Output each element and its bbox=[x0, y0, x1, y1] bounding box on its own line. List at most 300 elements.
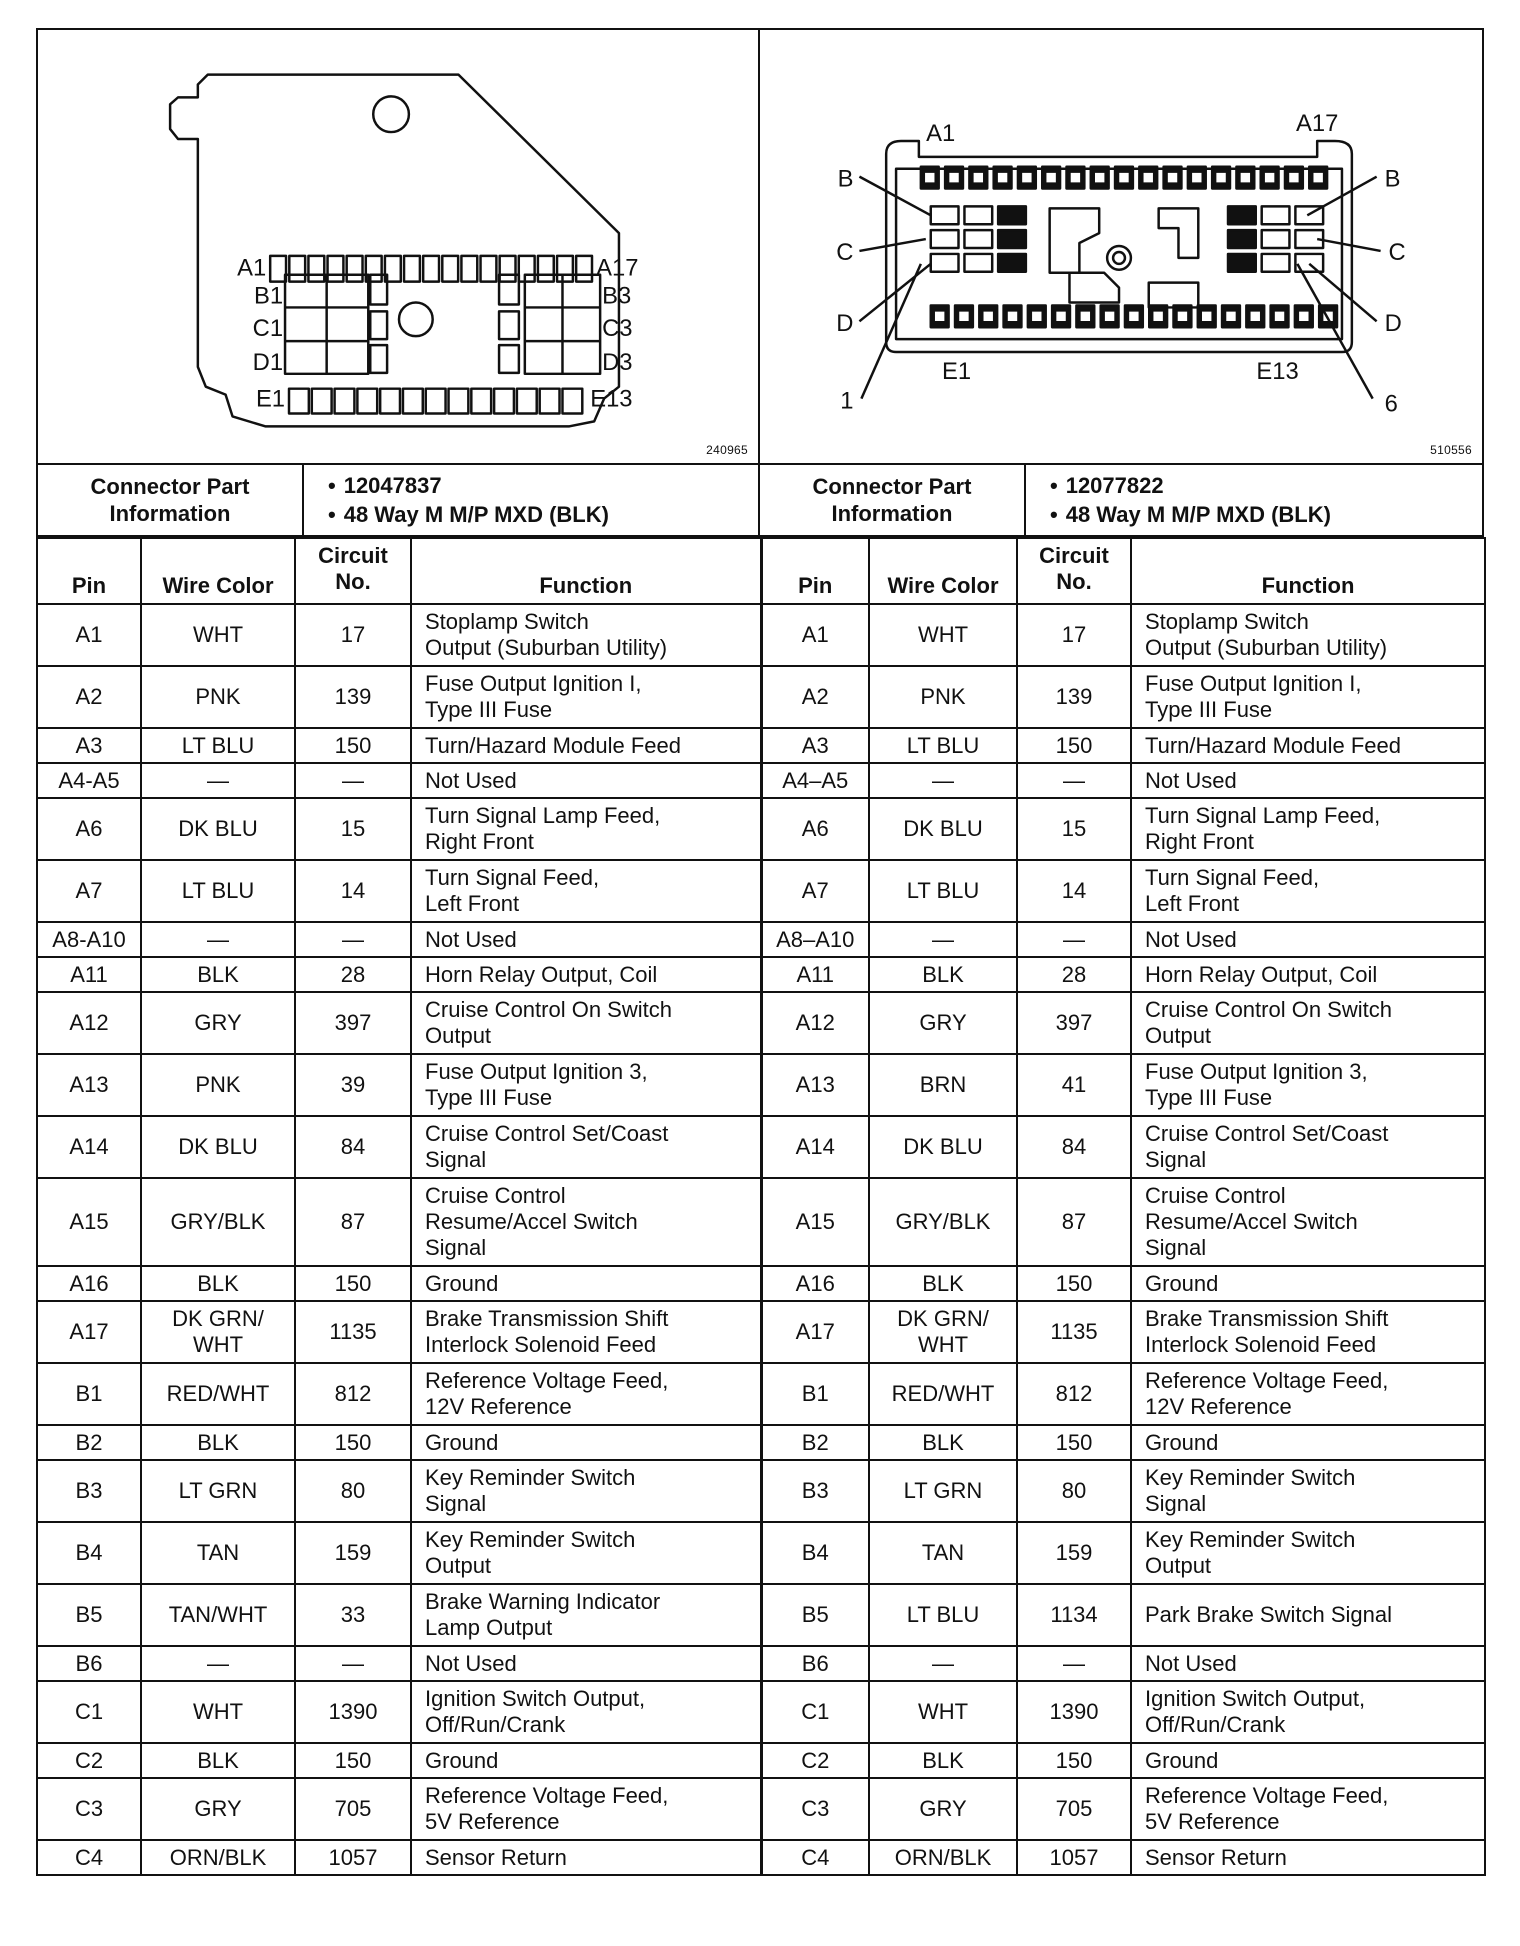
function-line: Output bbox=[425, 1023, 492, 1048]
function-cell bbox=[1131, 798, 1485, 860]
table-row bbox=[37, 922, 1485, 957]
header-pin: Pin bbox=[37, 538, 141, 604]
circuit-cell: 150 bbox=[295, 1266, 411, 1301]
function-line: Ground bbox=[425, 1270, 499, 1296]
circuit-cell: 139 bbox=[1017, 666, 1131, 728]
pin-cell: C1 bbox=[761, 1681, 869, 1743]
table-row bbox=[37, 992, 1485, 1054]
function-line: Cruise Control On Switch bbox=[1145, 997, 1392, 1022]
pin-label-b1: B1 bbox=[253, 282, 284, 310]
function-cell bbox=[1131, 604, 1485, 666]
function-line: Reference Voltage Feed, bbox=[1145, 1368, 1389, 1393]
pin-callout-6: 6 bbox=[1384, 390, 1398, 418]
function-cell bbox=[411, 1681, 761, 1743]
wire-color-cell: GRY/BLK bbox=[141, 1178, 295, 1266]
function-line: Output bbox=[425, 1553, 492, 1578]
function-cell bbox=[411, 1522, 761, 1584]
table-row bbox=[37, 798, 1485, 860]
pin-cell: A14 bbox=[37, 1116, 141, 1178]
circuit-cell: 159 bbox=[295, 1522, 411, 1584]
pin-cell: B1 bbox=[37, 1363, 141, 1425]
wire-color-cell: DK GRN/ WHT bbox=[141, 1301, 295, 1363]
function-line: Key Reminder Switch bbox=[425, 1527, 636, 1552]
function-line: Output bbox=[1145, 1023, 1212, 1048]
part-description: • 48 Way M M/P MXD (BLK) bbox=[344, 500, 758, 529]
wire-color-cell: PNK bbox=[141, 666, 295, 728]
function-cell bbox=[1131, 763, 1485, 798]
function-line: Turn Signal Lamp Feed, bbox=[425, 803, 661, 828]
function-line: Off/Run/Crank bbox=[1145, 1712, 1286, 1737]
wire-color-cell: BLK bbox=[869, 1743, 1017, 1778]
wire-color-cell: GRY bbox=[141, 992, 295, 1054]
wire-color-cell: LT BLU bbox=[141, 860, 295, 922]
wire-color-cell: RED/WHT bbox=[141, 1363, 295, 1425]
pin-cell: C2 bbox=[761, 1743, 869, 1778]
pin-cell: A3 bbox=[37, 728, 141, 763]
wire-color-cell: — bbox=[141, 922, 295, 957]
circuit-cell: 17 bbox=[1017, 604, 1131, 666]
pin-cell: A13 bbox=[37, 1054, 141, 1116]
wire-color-cell: DK BLU bbox=[869, 1116, 1017, 1178]
wire-color-cell: TAN/WHT bbox=[141, 1584, 295, 1646]
table-row bbox=[37, 1646, 1485, 1681]
function-cell bbox=[1131, 1460, 1485, 1522]
pin-cell: A16 bbox=[37, 1266, 141, 1301]
circuit-cell: 159 bbox=[1017, 1522, 1131, 1584]
function-line: Ground bbox=[425, 1429, 499, 1455]
function-line: Stoplamp Switch bbox=[425, 609, 589, 634]
function-line: 5V Reference bbox=[1145, 1809, 1280, 1834]
function-cell bbox=[411, 1301, 761, 1363]
function-line: Ground bbox=[1145, 1747, 1219, 1773]
wire-color-cell: WHT bbox=[869, 1681, 1017, 1743]
wire-color-cell: ORN/BLK bbox=[869, 1840, 1017, 1875]
wire-color-cell: BLK bbox=[141, 1425, 295, 1460]
header-function: Function bbox=[411, 538, 761, 604]
wire-color-cell: BLK bbox=[141, 1266, 295, 1301]
function-line: Horn Relay Output, Coil bbox=[1145, 961, 1378, 987]
wire-color-cell: LT GRN bbox=[869, 1460, 1017, 1522]
function-cell bbox=[1131, 1363, 1485, 1425]
table-row bbox=[37, 1778, 1485, 1840]
pin-cell: A17 bbox=[37, 1301, 141, 1363]
function-cell bbox=[1131, 860, 1485, 922]
connector-info-label: Connector Part Information bbox=[38, 465, 304, 535]
pin-label-c3: C3 bbox=[602, 315, 633, 343]
function-line: Reference Voltage Feed, bbox=[1145, 1783, 1389, 1808]
table-row bbox=[37, 1522, 1485, 1584]
connector-info-label: Connector Part Information bbox=[760, 465, 1026, 535]
connector-diagrams bbox=[36, 28, 1484, 465]
table-row bbox=[37, 1681, 1485, 1743]
function-line: Ignition Switch Output, bbox=[425, 1686, 646, 1711]
function-cell bbox=[411, 728, 761, 763]
wire-color-cell: BLK bbox=[869, 1425, 1017, 1460]
pin-cell: A15 bbox=[761, 1178, 869, 1266]
header-pin: Pin bbox=[761, 538, 869, 604]
circuit-cell: 84 bbox=[1017, 1116, 1131, 1178]
function-cell bbox=[411, 1363, 761, 1425]
table-header-row bbox=[37, 538, 1485, 604]
function-line: Not Used bbox=[425, 767, 517, 793]
table-row bbox=[37, 728, 1485, 763]
pin-cell: B1 bbox=[761, 1363, 869, 1425]
table-row bbox=[37, 1116, 1485, 1178]
function-cell bbox=[1131, 1840, 1485, 1875]
wire-color-cell: WHT bbox=[141, 604, 295, 666]
row-label-d-right: D bbox=[1384, 310, 1402, 338]
wire-color-cell: — bbox=[869, 922, 1017, 957]
wire-color-cell: PNK bbox=[869, 666, 1017, 728]
wire-color-cell: BLK bbox=[869, 957, 1017, 992]
wire-color-cell: ORN/BLK bbox=[141, 1840, 295, 1875]
circuit-cell: 1057 bbox=[1017, 1840, 1131, 1875]
function-cell bbox=[1131, 1584, 1485, 1646]
circuit-cell: 17 bbox=[295, 604, 411, 666]
function-line: 12V Reference bbox=[425, 1394, 572, 1419]
pin-label-b3: B3 bbox=[602, 282, 632, 310]
table-row bbox=[37, 1363, 1485, 1425]
function-line: Fuse Output Ignition I, bbox=[425, 671, 642, 696]
function-line: Sensor Return bbox=[1145, 1844, 1287, 1870]
circuit-cell: 812 bbox=[295, 1363, 411, 1425]
circuit-cell: 812 bbox=[1017, 1363, 1131, 1425]
wire-color-cell: TAN bbox=[869, 1522, 1017, 1584]
pin-cell: B5 bbox=[37, 1584, 141, 1646]
pin-cell: A12 bbox=[37, 992, 141, 1054]
wire-color-cell: BLK bbox=[869, 1266, 1017, 1301]
function-line: Brake Warning Indicator bbox=[425, 1589, 661, 1614]
pin-cell: A12 bbox=[761, 992, 869, 1054]
function-line: Type III Fuse bbox=[1145, 1085, 1273, 1110]
table-row bbox=[37, 1840, 1485, 1875]
circuit-cell: 150 bbox=[1017, 1266, 1131, 1301]
function-line: Brake Transmission Shift bbox=[1145, 1306, 1389, 1331]
circuit-cell: — bbox=[295, 922, 411, 957]
pin-cell: A6 bbox=[37, 798, 141, 860]
pin-cell: A7 bbox=[761, 860, 869, 922]
function-line: Lamp Output bbox=[425, 1615, 553, 1640]
function-line: Ground bbox=[425, 1747, 499, 1773]
pin-label-a17-right: A17 bbox=[1296, 110, 1339, 138]
function-cell bbox=[411, 666, 761, 728]
wire-color-cell: RED/WHT bbox=[869, 1363, 1017, 1425]
function-cell bbox=[411, 992, 761, 1054]
pin-cell: B5 bbox=[761, 1584, 869, 1646]
function-cell bbox=[1131, 1681, 1485, 1743]
wire-color-cell: LT BLU bbox=[869, 1584, 1017, 1646]
wire-color-cell: DK BLU bbox=[869, 798, 1017, 860]
pin-cell: B6 bbox=[761, 1646, 869, 1681]
connector-info-row bbox=[36, 465, 1484, 537]
function-line: Turn/Hazard Module Feed bbox=[425, 732, 681, 758]
function-line: Type III Fuse bbox=[425, 1085, 553, 1110]
function-line: Not Used bbox=[1145, 1650, 1237, 1676]
circuit-cell: 14 bbox=[295, 860, 411, 922]
wire-color-cell: DK BLU bbox=[141, 798, 295, 860]
pin-cell: B4 bbox=[761, 1522, 869, 1584]
circuit-cell: 1135 bbox=[1017, 1301, 1131, 1363]
wire-color-cell: PNK bbox=[141, 1054, 295, 1116]
function-cell bbox=[411, 922, 761, 957]
circuit-cell: 705 bbox=[1017, 1778, 1131, 1840]
circuit-cell: 14 bbox=[1017, 860, 1131, 922]
pin-cell: B6 bbox=[37, 1646, 141, 1681]
pin-callout-1: 1 bbox=[840, 387, 854, 415]
circuit-cell: 1057 bbox=[295, 1840, 411, 1875]
pin-cell: A3 bbox=[761, 728, 869, 763]
function-line: Sensor Return bbox=[425, 1844, 567, 1870]
function-cell bbox=[411, 1116, 761, 1178]
circuit-cell: 1390 bbox=[1017, 1681, 1131, 1743]
circuit-cell: 84 bbox=[295, 1116, 411, 1178]
connector-face-right-drawing bbox=[760, 30, 1482, 463]
pin-cell: C4 bbox=[761, 1840, 869, 1875]
connector-face-left-drawing bbox=[38, 30, 758, 463]
connector-diagram-right bbox=[760, 30, 1482, 463]
pin-cell: A2 bbox=[37, 666, 141, 728]
pinout-table bbox=[36, 537, 1486, 1876]
part-number: • 12047837 bbox=[344, 471, 758, 500]
pin-cell: A17 bbox=[761, 1301, 869, 1363]
function-line: Signal bbox=[425, 1491, 487, 1516]
pin-cell: A2 bbox=[761, 666, 869, 728]
function-cell bbox=[1131, 728, 1485, 763]
pin-label-d3: D3 bbox=[602, 348, 633, 376]
circuit-cell: 150 bbox=[1017, 1743, 1131, 1778]
table-row bbox=[37, 1460, 1485, 1522]
function-line: Turn Signal Feed, bbox=[1145, 865, 1320, 890]
wire-color-cell: GRY bbox=[141, 1778, 295, 1840]
circuit-cell: — bbox=[295, 1646, 411, 1681]
pin-label-e13: E13 bbox=[590, 385, 633, 413]
function-line: Cruise Control bbox=[425, 1183, 566, 1208]
wire-color-cell: LT BLU bbox=[869, 860, 1017, 922]
function-cell bbox=[1131, 1646, 1485, 1681]
pin-cell: A13 bbox=[761, 1054, 869, 1116]
function-line: Not Used bbox=[1145, 767, 1237, 793]
function-line: Key Reminder Switch bbox=[1145, 1527, 1356, 1552]
circuit-cell: 150 bbox=[295, 728, 411, 763]
circuit-cell: 41 bbox=[1017, 1054, 1131, 1116]
wire-color-cell: — bbox=[141, 1646, 295, 1681]
circuit-cell: 80 bbox=[295, 1460, 411, 1522]
wire-color-cell: LT BLU bbox=[141, 728, 295, 763]
function-line: Cruise Control Set/Coast bbox=[425, 1121, 669, 1146]
pin-label-a17: A17 bbox=[596, 254, 639, 282]
pin-cell: C4 bbox=[37, 1840, 141, 1875]
function-line: 5V Reference bbox=[425, 1809, 560, 1834]
pin-cell: A1 bbox=[37, 604, 141, 666]
table-row bbox=[37, 1584, 1485, 1646]
function-line: 12V Reference bbox=[1145, 1394, 1292, 1419]
circuit-cell: 28 bbox=[295, 957, 411, 992]
wire-color-cell: DK GRN/ WHT bbox=[869, 1301, 1017, 1363]
circuit-cell: — bbox=[295, 763, 411, 798]
function-cell bbox=[1131, 1778, 1485, 1840]
pin-label-d1: D1 bbox=[252, 348, 284, 376]
function-line: Interlock Solenoid Feed bbox=[425, 1332, 657, 1357]
row-label-d-left: D bbox=[836, 310, 854, 338]
pin-label-a1-right: A1 bbox=[926, 119, 956, 147]
function-cell bbox=[1131, 1178, 1485, 1266]
table-row bbox=[37, 1266, 1485, 1301]
pin-cell: C3 bbox=[37, 1778, 141, 1840]
pin-cell: A1 bbox=[761, 604, 869, 666]
function-line: Off/Run/Crank bbox=[425, 1712, 566, 1737]
table-row bbox=[37, 1054, 1485, 1116]
function-line: Turn/Hazard Module Feed bbox=[1145, 732, 1401, 758]
function-cell bbox=[411, 1743, 761, 1778]
function-line: Brake Transmission Shift bbox=[425, 1306, 669, 1331]
function-line: Output (Suburban Utility) bbox=[1145, 635, 1388, 660]
function-line: Signal bbox=[1145, 1147, 1207, 1172]
function-line: Ground bbox=[1145, 1270, 1219, 1296]
wire-color-cell: GRY bbox=[869, 1778, 1017, 1840]
circuit-cell: — bbox=[1017, 763, 1131, 798]
circuit-cell: 1134 bbox=[1017, 1584, 1131, 1646]
function-cell bbox=[411, 1778, 761, 1840]
table-row bbox=[37, 1743, 1485, 1778]
wire-color-cell: BRN bbox=[869, 1054, 1017, 1116]
pin-cell: A14 bbox=[761, 1116, 869, 1178]
pin-label-e1-right: E1 bbox=[941, 357, 972, 385]
table-row bbox=[37, 666, 1485, 728]
function-cell bbox=[1131, 957, 1485, 992]
circuit-cell: 150 bbox=[1017, 1425, 1131, 1460]
pin-label-c1: C1 bbox=[252, 315, 284, 343]
circuit-cell: 397 bbox=[1017, 992, 1131, 1054]
table-row bbox=[37, 957, 1485, 992]
function-line: Right Front bbox=[425, 829, 534, 854]
pin-cell: B4 bbox=[37, 1522, 141, 1584]
pin-cell: A7 bbox=[37, 860, 141, 922]
row-label-b-right: B bbox=[1384, 165, 1401, 193]
function-line: Reference Voltage Feed, bbox=[425, 1368, 669, 1393]
function-line: Fuse Output Ignition 3, bbox=[425, 1059, 648, 1084]
pin-cell: A16 bbox=[761, 1266, 869, 1301]
function-line: Fuse Output Ignition 3, bbox=[1145, 1059, 1368, 1084]
connector-sheet bbox=[36, 28, 1484, 1876]
function-line: Signal bbox=[425, 1235, 487, 1260]
pin-cell: C1 bbox=[37, 1681, 141, 1743]
function-line: Not Used bbox=[425, 926, 517, 952]
function-line: Turn Signal Lamp Feed, bbox=[1145, 803, 1381, 828]
pin-cell: A4-A5 bbox=[37, 763, 141, 798]
header-circuit: Circuit No. bbox=[295, 538, 411, 604]
function-cell bbox=[411, 604, 761, 666]
figure-id-right: 510556 bbox=[1430, 443, 1472, 457]
function-line: Interlock Solenoid Feed bbox=[1145, 1332, 1377, 1357]
pin-cell: A4–A5 bbox=[761, 763, 869, 798]
connector-info-right bbox=[760, 465, 1482, 535]
function-line: Signal bbox=[1145, 1491, 1207, 1516]
wire-color-cell: — bbox=[869, 1646, 1017, 1681]
connector-info-left bbox=[38, 465, 760, 535]
function-line: Key Reminder Switch bbox=[1145, 1465, 1356, 1490]
function-cell bbox=[1131, 1116, 1485, 1178]
function-cell bbox=[411, 763, 761, 798]
circuit-cell: 150 bbox=[295, 1425, 411, 1460]
function-cell bbox=[411, 1054, 761, 1116]
wire-color-cell: BLK bbox=[141, 1743, 295, 1778]
pin-cell: B3 bbox=[761, 1460, 869, 1522]
circuit-cell: — bbox=[1017, 1646, 1131, 1681]
pin-cell: B2 bbox=[37, 1425, 141, 1460]
wire-color-cell: WHT bbox=[141, 1681, 295, 1743]
circuit-cell: 15 bbox=[295, 798, 411, 860]
table-row bbox=[37, 860, 1485, 922]
pin-label-a1: A1 bbox=[237, 254, 267, 282]
function-line: Cruise Control Set/Coast bbox=[1145, 1121, 1389, 1146]
circuit-cell: 28 bbox=[1017, 957, 1131, 992]
function-line: Signal bbox=[425, 1147, 487, 1172]
function-line: Key Reminder Switch bbox=[425, 1465, 636, 1490]
function-line: Cruise Control bbox=[1145, 1183, 1286, 1208]
function-line: Stoplamp Switch bbox=[1145, 609, 1309, 634]
pin-label-e1: E1 bbox=[255, 385, 286, 413]
function-line: Right Front bbox=[1145, 829, 1254, 854]
function-line: Turn Signal Feed, bbox=[425, 865, 600, 890]
circuit-cell: 1135 bbox=[295, 1301, 411, 1363]
function-line: Signal bbox=[1145, 1235, 1207, 1260]
function-line: Left Front bbox=[1145, 891, 1240, 916]
circuit-cell: — bbox=[1017, 922, 1131, 957]
pin-cell: A11 bbox=[37, 957, 141, 992]
function-cell bbox=[411, 1584, 761, 1646]
function-cell bbox=[411, 1178, 761, 1266]
function-line: Output bbox=[1145, 1553, 1212, 1578]
function-line: Park Brake Switch Signal bbox=[1145, 1602, 1392, 1627]
wire-color-cell: TAN bbox=[141, 1522, 295, 1584]
pin-cell: B2 bbox=[761, 1425, 869, 1460]
connector-info-values bbox=[304, 465, 758, 535]
table-row bbox=[37, 1425, 1485, 1460]
function-cell bbox=[1131, 666, 1485, 728]
connector-diagram-left bbox=[38, 30, 760, 463]
wire-color-cell: WHT bbox=[869, 604, 1017, 666]
circuit-cell: 87 bbox=[295, 1178, 411, 1266]
pin-cell: A11 bbox=[761, 957, 869, 992]
wire-color-cell: LT GRN bbox=[141, 1460, 295, 1522]
function-cell bbox=[411, 1266, 761, 1301]
pin-cell: C2 bbox=[37, 1743, 141, 1778]
function-cell bbox=[1131, 1522, 1485, 1584]
circuit-cell: 33 bbox=[295, 1584, 411, 1646]
function-cell bbox=[411, 957, 761, 992]
pin-cell: C3 bbox=[761, 1778, 869, 1840]
function-cell bbox=[411, 798, 761, 860]
table-row bbox=[37, 763, 1485, 798]
row-label-b-left: B bbox=[837, 165, 854, 193]
function-line: Cruise Control On Switch bbox=[425, 997, 672, 1022]
pin-cell: B3 bbox=[37, 1460, 141, 1522]
wire-color-cell: — bbox=[141, 763, 295, 798]
circuit-cell: 397 bbox=[295, 992, 411, 1054]
function-cell bbox=[411, 1840, 761, 1875]
function-line: Resume/Accel Switch bbox=[1145, 1209, 1358, 1234]
circuit-cell: 139 bbox=[295, 666, 411, 728]
function-line: Ground bbox=[1145, 1429, 1219, 1455]
pin-cell: A6 bbox=[761, 798, 869, 860]
function-cell bbox=[1131, 1743, 1485, 1778]
function-cell bbox=[411, 860, 761, 922]
circuit-cell: 15 bbox=[1017, 798, 1131, 860]
wire-color-cell: GRY/BLK bbox=[869, 1178, 1017, 1266]
function-cell bbox=[1131, 1266, 1485, 1301]
circuit-cell: 150 bbox=[295, 1743, 411, 1778]
function-line: Fuse Output Ignition I, bbox=[1145, 671, 1362, 696]
